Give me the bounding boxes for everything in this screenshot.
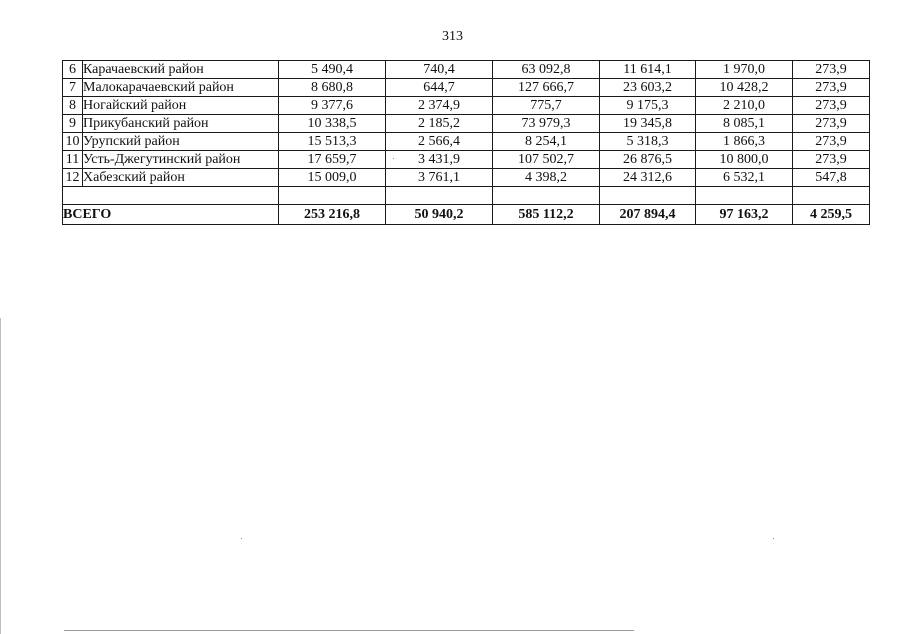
table-row: [63, 133, 870, 151]
scan-speck: [241, 538, 242, 539]
empty-row: [63, 187, 870, 205]
value-cell: 23 603,2: [600, 79, 696, 97]
value-cell: 740,4: [386, 61, 493, 79]
value-cell: 8 680,8: [279, 79, 386, 97]
table-row: [63, 97, 870, 115]
value-cell: 1 970,0: [696, 61, 793, 79]
row-number: 8: [63, 97, 83, 115]
row-number: 6: [63, 61, 83, 79]
value-cell: 9 377,6: [279, 97, 386, 115]
scan-bottom-line: [64, 630, 634, 631]
district-name: Карачаевский район: [83, 61, 279, 79]
table-row: [63, 79, 870, 97]
total-row: [63, 205, 870, 225]
row-number: 11: [63, 151, 83, 169]
value-cell: 775,7: [493, 97, 600, 115]
value-cell: 24 312,6: [600, 169, 696, 187]
value-cell: 2 566,4: [386, 133, 493, 151]
value-cell: 273,9: [793, 133, 870, 151]
value-cell: 3 431,9: [386, 151, 493, 169]
district-name: Малокарачаевский район: [83, 79, 279, 97]
value-cell: 107 502,7: [493, 151, 600, 169]
total-label: ВСЕГО: [63, 205, 279, 225]
total-value: 4 259,5: [793, 205, 870, 225]
value-cell: 3 761,1: [386, 169, 493, 187]
table-row: [63, 115, 870, 133]
value-cell: 547,8: [793, 169, 870, 187]
value-cell: 17 659,7: [279, 151, 386, 169]
empty-cell: [793, 187, 870, 205]
value-cell: 4 398,2: [493, 169, 600, 187]
value-cell: 8 254,1: [493, 133, 600, 151]
district-name: Прикубанский район: [83, 115, 279, 133]
value-cell: 6 532,1: [696, 169, 793, 187]
value-cell: 10 428,2: [696, 79, 793, 97]
row-number: 7: [63, 79, 83, 97]
value-cell: 11 614,1: [600, 61, 696, 79]
total-value: 207 894,4: [600, 205, 696, 225]
row-number: 12: [63, 169, 83, 187]
value-cell: 1 866,3: [696, 133, 793, 151]
value-cell: 8 085,1: [696, 115, 793, 133]
empty-cell: [279, 187, 386, 205]
scan-speck: [393, 158, 394, 159]
total-value: 50 940,2: [386, 205, 493, 225]
district-name: Ногайский район: [83, 97, 279, 115]
empty-cell: [600, 187, 696, 205]
value-cell: 26 876,5: [600, 151, 696, 169]
empty-cell: [63, 187, 279, 205]
value-cell: 2 185,2: [386, 115, 493, 133]
table-row: [63, 61, 870, 79]
value-cell: 19 345,8: [600, 115, 696, 133]
total-value: 253 216,8: [279, 205, 386, 225]
value-cell: 273,9: [793, 115, 870, 133]
empty-cell: [386, 187, 493, 205]
empty-cell: [493, 187, 600, 205]
value-cell: 73 979,3: [493, 115, 600, 133]
page-number: 313: [442, 29, 463, 44]
row-number: 9: [63, 115, 83, 133]
value-cell: 10 338,5: [279, 115, 386, 133]
value-cell: 273,9: [793, 97, 870, 115]
scan-speck: [773, 538, 774, 539]
empty-cell: [696, 187, 793, 205]
table-row: [63, 169, 870, 187]
district-name: Хабезский район: [83, 169, 279, 187]
value-cell: 273,9: [793, 151, 870, 169]
scan-edge-line: [0, 318, 1, 634]
district-name: Урупский район: [83, 133, 279, 151]
value-cell: 15 513,3: [279, 133, 386, 151]
table-row: [63, 151, 870, 169]
value-cell: 63 092,8: [493, 61, 600, 79]
value-cell: 2 210,0: [696, 97, 793, 115]
total-value: 97 163,2: [696, 205, 793, 225]
value-cell: 5 318,3: [600, 133, 696, 151]
value-cell: 273,9: [793, 61, 870, 79]
district-name: Усть-Джегутинский район: [83, 151, 279, 169]
value-cell: 644,7: [386, 79, 493, 97]
row-number: 10: [63, 133, 83, 151]
value-cell: 5 490,4: [279, 61, 386, 79]
value-cell: 273,9: [793, 79, 870, 97]
value-cell: 15 009,0: [279, 169, 386, 187]
budget-table: [62, 60, 870, 225]
value-cell: 2 374,9: [386, 97, 493, 115]
total-value: 585 112,2: [493, 205, 600, 225]
value-cell: 9 175,3: [600, 97, 696, 115]
value-cell: 10 800,0: [696, 151, 793, 169]
value-cell: 127 666,7: [493, 79, 600, 97]
